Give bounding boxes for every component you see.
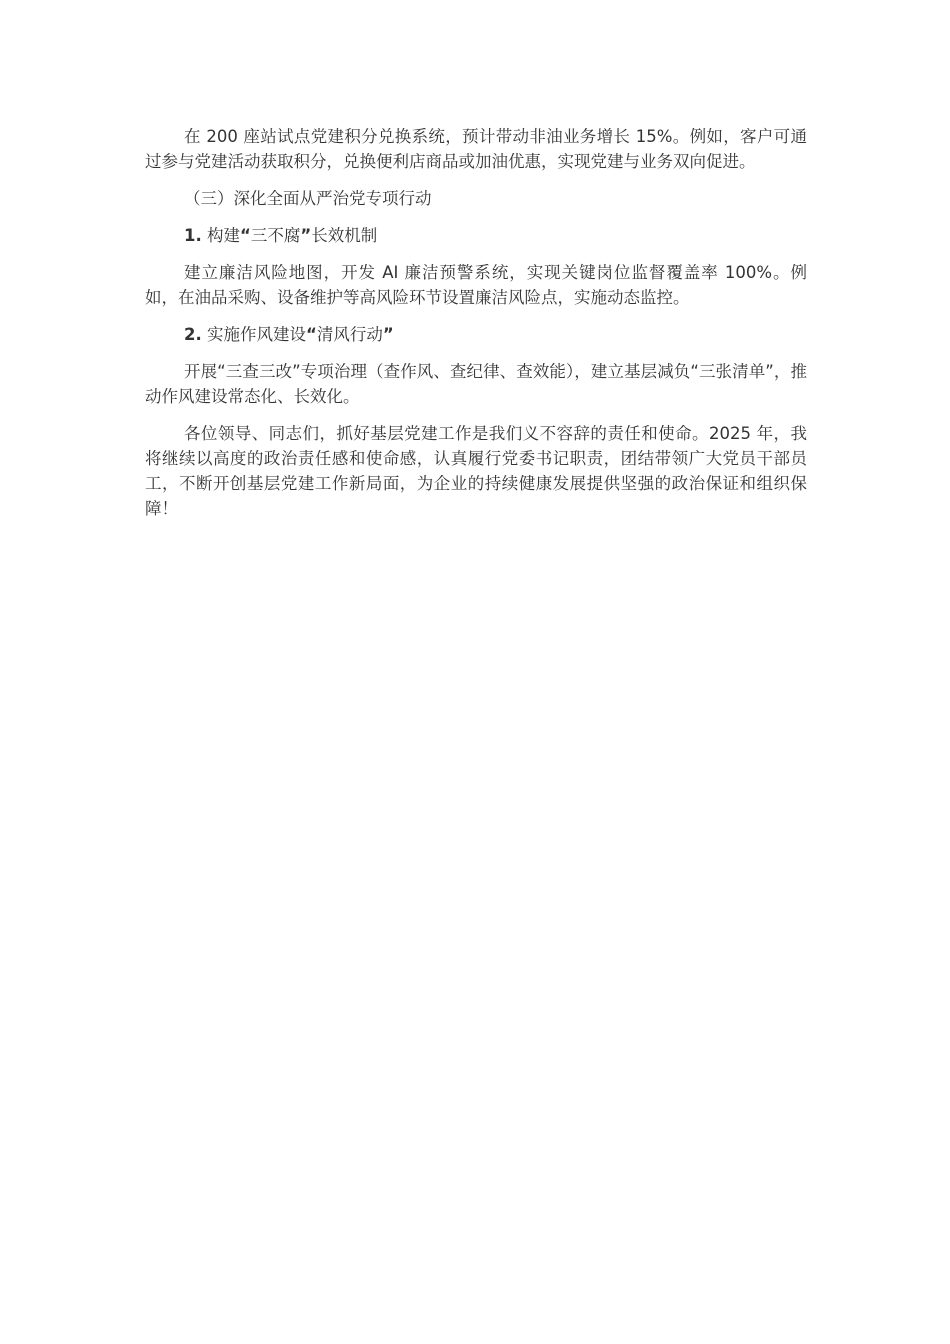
subheading-number: 1. [184,226,202,245]
quote-close: ” [382,325,394,344]
paragraph-points-exchange: 在 200 座站试点党建积分兑换系统，预计带动非油业务增长 15%。例如，客户可通过参与党建活动获取积分，兑换便利店商品或加油优惠，实现党建与业务双向促进。 [145,127,807,171]
paragraph-integrity-map: 建立廉洁风险地图，开发 AI 廉洁预警系统，实现关键岗位监督覆盖率 100%。例如，在油品采购、设备维护等高风险环节设置廉洁风险点，实施动态监控。 [145,263,807,307]
section-heading-three: （三）深化全面从严治党专项行动 [184,189,432,208]
subheading-term: 清风行动 [316,325,383,344]
subheading-rest: 长效机制 [311,226,378,245]
subheading-term: 三不腐 [250,226,301,245]
paragraph-style-governance: 开展“三查三改”专项治理（查作风、查纪律、查效能），建立基层减负“三张清单”，推动作风建设常态化、长效化。 [145,362,807,406]
subheading-text: 实施作风建设 [201,325,306,344]
subheading-number: 2. [184,325,202,344]
subheading-two [145,322,807,347]
quote-close: ” [300,226,312,245]
quote-open: “ [240,226,251,245]
subheading-text: 构建 [201,226,240,245]
subheading-one [145,223,807,248]
paragraph-closing: 各位领导、同志们，抓好基层党建工作是我们义不容辞的责任和使命。2025 年，我将继续以高度的政治责任感和使命感，认真履行党委书记职责，团结带领广大党员干部员工，不断开创基层党建工作新局面，为企业的持续健康发展提供坚强的政治保证和组织保障！ [145,424,807,518]
document-page [145,124,807,533]
quote-open: “ [306,325,317,344]
